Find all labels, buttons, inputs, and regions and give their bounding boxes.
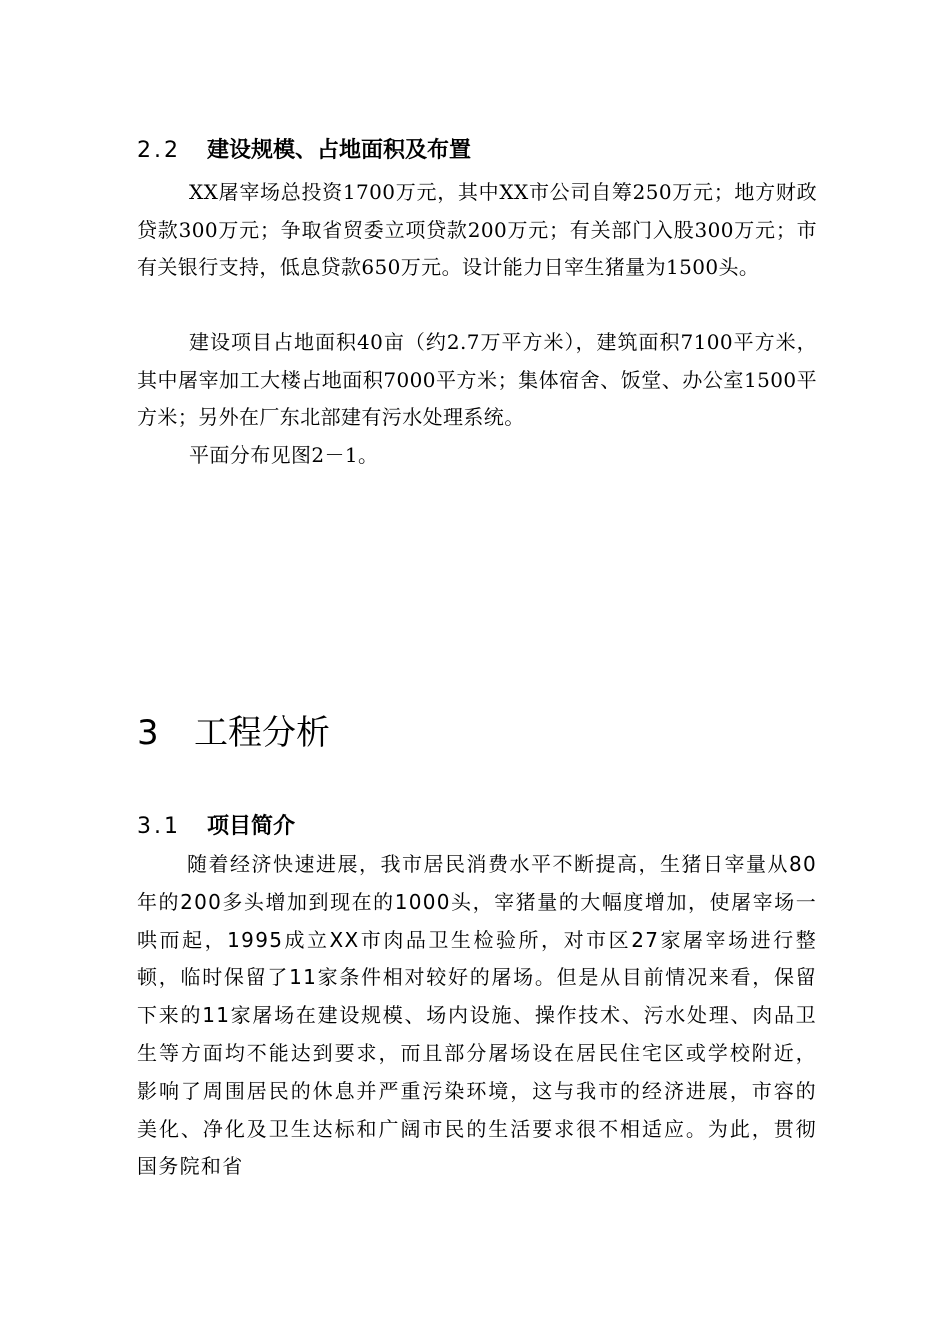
section-title: 项目简介 bbox=[207, 814, 296, 839]
section-title: 建设规模、占地面积及布置 bbox=[207, 138, 472, 163]
paragraph-land-area: 建设项目占地面积40亩（约2.7万平方米），建筑面积7100平方米，其中屠宰加工大楼占地面积7000平方米；集体宿舍、饭堂、办公室1500平方米；另外在厂东北部建有污水处理系统。 bbox=[137, 330, 817, 430]
section-heading-3-1 bbox=[137, 812, 295, 842]
chapter-heading-3 bbox=[137, 711, 330, 755]
section-number: 3.1 bbox=[137, 814, 181, 839]
chapter-number: 3 bbox=[137, 713, 159, 753]
paragraph-layout-reference: 平面分布见图2－1。 bbox=[189, 443, 379, 467]
paragraph-investment: XX屠宰场总投资1700万元，其中XX市公司自筹250万元；地方财政贷款300万元；争取省贸委立项贷款200万元；有关部门入股300万元；市有关银行支持，低息贷款650万元。设计能力日宰生猪量为1500头。 bbox=[137, 180, 817, 280]
chapter-title: 工程分析 bbox=[194, 713, 330, 753]
paragraph-project-intro: 随着经济快速进展，我市居民消费水平不断提高，生猪日宰量从80年的200多头增加到现在的1000头，宰猪量的大幅度增加，使屠宰场一哄而起，1995成立XX市肉品卫生检验所，对市区27家屠宰场进行整顿，临时保留了11家条件相对较好的屠场。但是从目前情况来看，保留下来的11家屠场在建设规模、场内设施、操作技术、污水处理、肉品卫生等方面均不能达到要求，而且部分屠场设在居民住宅区或学校附近，影响了周围居民的休息并严重污染环境，这与我市的经济进展，市容的美化、净化及卫生达标和广阔市民的生活要求很不相适应。为此，贯彻国务院和省 bbox=[137, 852, 817, 1179]
section-number: 2.2 bbox=[137, 138, 181, 163]
section-heading-2-2 bbox=[137, 136, 471, 166]
